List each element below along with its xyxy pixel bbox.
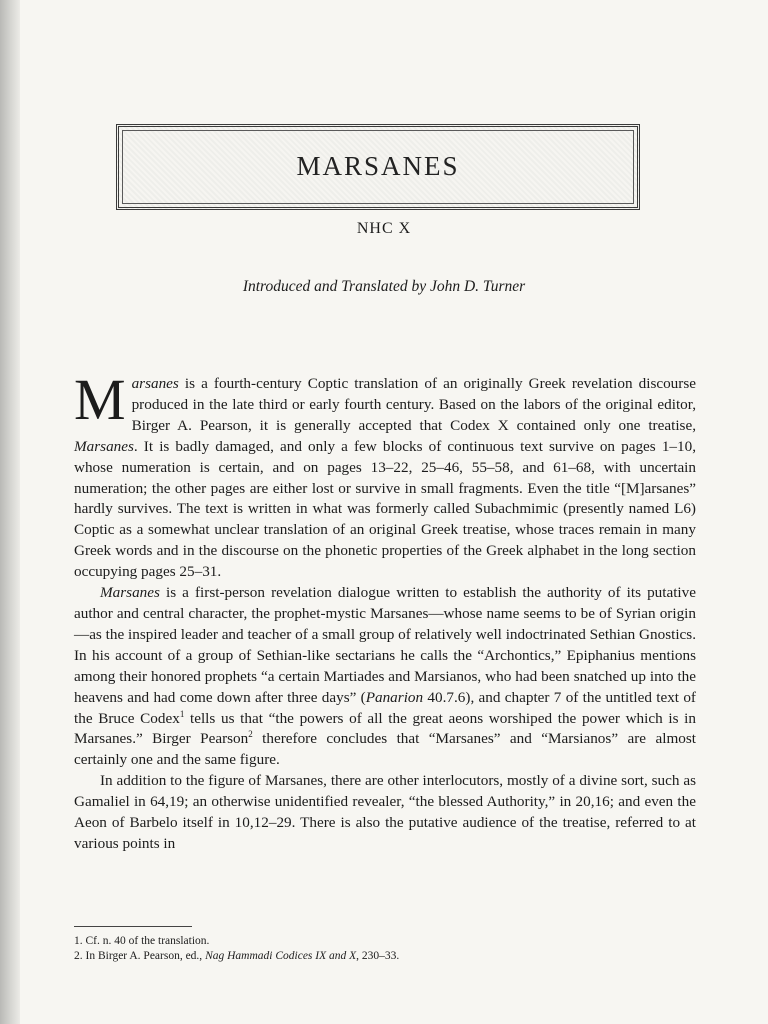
title-frame xyxy=(116,124,640,210)
chapter-title: MARSANES xyxy=(296,151,460,181)
italic-title: Marsanes xyxy=(100,584,160,602)
italic-title: Nag Hammadi Codices IX and X xyxy=(205,950,357,962)
codex-designation: NHC X xyxy=(356,220,412,237)
byline: Introduced and Translated by John D. Turner xyxy=(242,278,526,295)
text-run: In addition to the figure of Marsanes, there are other interlocutors, mostly of a divine sort, such as Gamaliel in 64,19; an otherwise unidentified revealer, “the blessed Authority,” in 20,16; and even the Aeon of Barbelo itself in 10,12–29. There is also the putative audience of the treatise, referred to at various points in xyxy=(74,772,696,852)
footnote-ref: 2 xyxy=(248,729,253,740)
text-run: is a first-person revelation dialogue written to establish the authority of its putative author and central character, the prophet-mystic Marsanes—whose name seems to be of Syrian origin—as the inspired leader and teacher of a small group of relatively well indoctrinated Sethian Gnostics. In his account of a group of Sethian-like sectarians he calls the “Archontics,” Epiphanius mentions among their honored prophets “a certain Martiades and Marsianos, who had been snatched up into the heavens and had come down after three days” ( xyxy=(74,584,696,706)
footnote-2 xyxy=(74,949,694,964)
text-run: . It is badly damaged, and only a few blocks of continuous text survive on pages 1–10, whose numeration is certain, and on pages 13–22, 25–46, 55–58, and 61–68, with uncertain numeration; the other pages are either lost or survive in small fragments. Even the title “[M]arsanes” hardly survives. The text is written in what was formerly called Subachmimic (presently named L6) Coptic as a somewhat unclear translation of an original Greek treatise, whose traces remain in many Greek words and in the discourse on the phonetic properties of the Greek alphabet in the long section occupying pages 25–31. xyxy=(74,437,696,581)
italic-title: Panarion xyxy=(365,688,424,706)
drop-cap: M xyxy=(74,367,126,432)
footnote-1: 1. Cf. n. 40 of the translation. xyxy=(74,935,210,947)
book-gutter-shadow xyxy=(0,0,20,1024)
text-run: therefore concludes that “Marsanes” and “Marsianos” are almost certainly one and the same figure. xyxy=(74,730,696,769)
text-run: , 230–33. xyxy=(356,950,400,962)
paragraph-3 xyxy=(74,771,696,855)
footnote-ref: 1 xyxy=(179,708,185,719)
body-text xyxy=(74,367,696,855)
italic-title: arsanes xyxy=(131,375,179,392)
paragraph-2 xyxy=(74,583,696,771)
text-run: tells us that “the powers of all the great aeons worshiped the power which is in Marsanes.” Birger Pearson xyxy=(74,709,696,748)
footnotes xyxy=(74,934,694,964)
text-run: is a fourth-century Coptic translation of an originally Greek revelation discourse produced in the late third or early fourth century. Based on the labors of the original editor, Birger A. Pearson, it is generally accepted that Codex X contained only one treatise, xyxy=(131,375,696,434)
text-run: 40.7.6), and chapter 7 of the untitled text of the Bruce Codex xyxy=(74,688,696,727)
italic-title: Marsanes xyxy=(74,437,134,455)
footnote-rule xyxy=(74,926,192,927)
paragraph-1 xyxy=(74,367,696,583)
text-run: 2. In Birger A. Pearson, ed., xyxy=(74,950,206,962)
